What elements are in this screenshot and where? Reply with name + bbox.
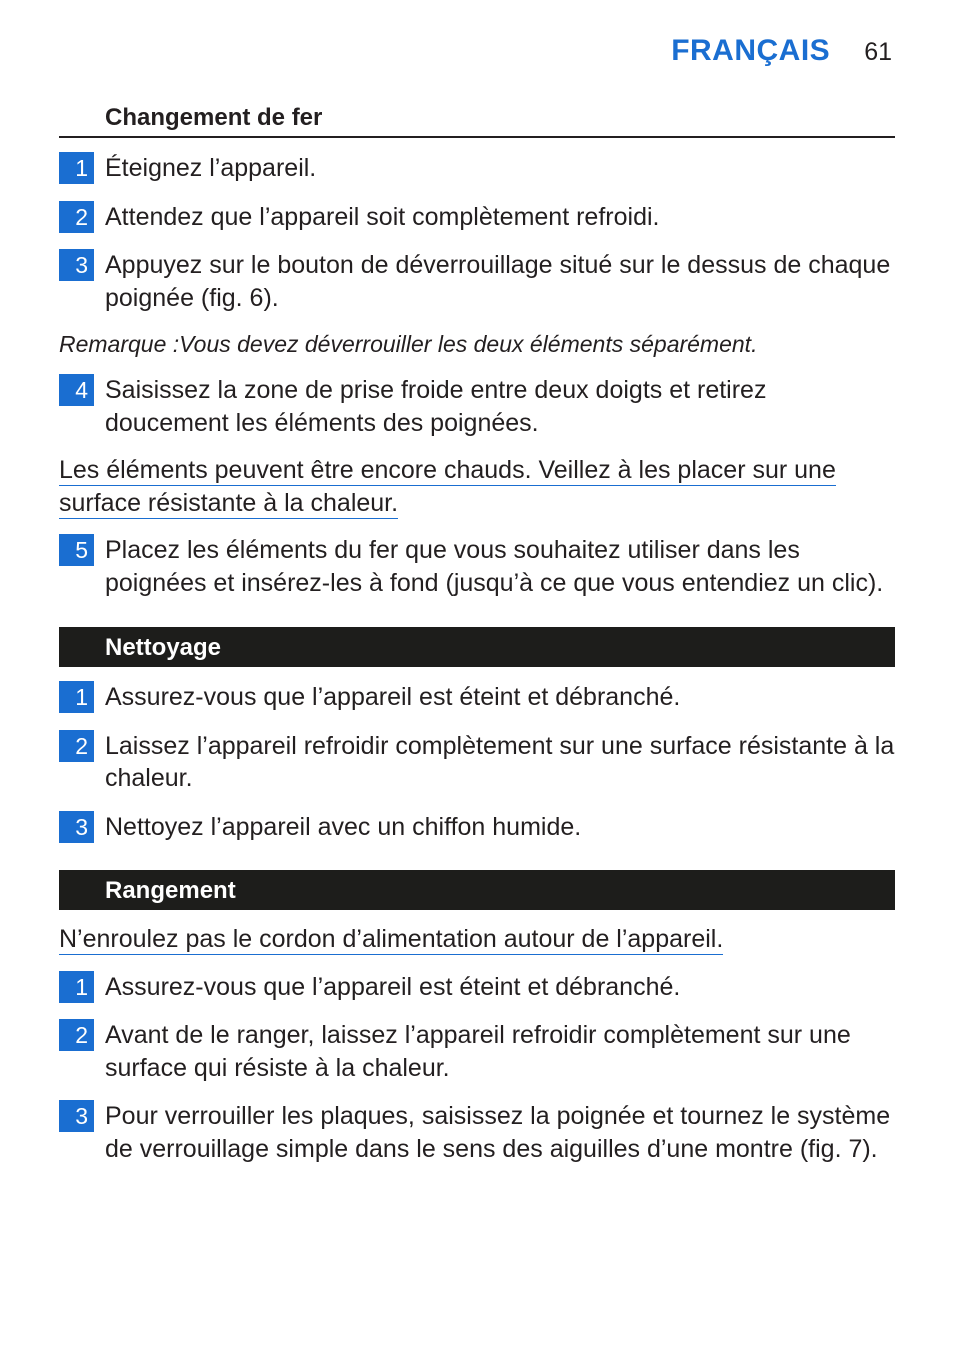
language-label: FRANÇAIS (671, 34, 831, 67)
warning-line: surface résistante à la chaleur. (59, 488, 399, 517)
warning-text (59, 454, 895, 519)
step-text: Attendez que l’appareil soit complètement refroidi. (105, 202, 660, 231)
step-number: 2 (59, 201, 94, 233)
warning-line: Les éléments peuvent être encore chauds. Veillez à les placer sur une (59, 456, 836, 484)
step-item (59, 249, 895, 314)
step-item (59, 201, 895, 234)
step-number: 2 (59, 730, 94, 762)
step-text: Appuyez sur le bouton de déverrouillage situé sur le dessus de chaque poignée (fig. 6). (105, 251, 891, 312)
step-item (59, 1019, 895, 1084)
step-item (59, 971, 895, 1004)
step-item (59, 681, 895, 714)
section-title-changement: Changement de fer (59, 98, 895, 138)
step-text: Nettoyez l’appareil avec un chiffon humide. (105, 812, 582, 841)
warning-line: N’enroulez pas le cordon d’alimentation autour de l’appareil. (59, 925, 724, 953)
step-number: 1 (59, 681, 94, 713)
step-text: Avant de le ranger, laissez l’appareil refroidir complètement sur une surface qui résiste à la chaleur. (105, 1021, 851, 1082)
step-text: Assurez-vous que l’appareil est éteint et débranché. (105, 683, 681, 711)
step-number: 5 (59, 534, 94, 566)
step-text: Assurez-vous que l’appareil est éteint et débranché. (105, 972, 681, 1001)
step-item (59, 1100, 895, 1165)
step-text: Placez les éléments du fer que vous souhaitez utiliser dans les poignées et insérez-les à fond (jusqu’à ce que vous entendiez un clic). (105, 536, 884, 597)
step-text: Laissez l’appareil refroidir complètement sur une surface résistante à la chaleur. (105, 731, 895, 792)
section-title-rangement: Rangement (59, 870, 895, 910)
step-number: 3 (59, 811, 94, 843)
step-text: Éteignez l’appareil. (105, 154, 317, 182)
page-header (671, 34, 892, 68)
section-title-nettoyage: Nettoyage (59, 627, 895, 667)
step-number: 1 (59, 971, 94, 1003)
note-text: Remarque :Vous devez déverrouiller les deux éléments séparément. (59, 331, 758, 357)
page-number: 61 (864, 38, 892, 66)
warning-text (59, 923, 895, 956)
step-text: Pour verrouiller les plaques, saisissez la poignée et tournez le système de verrouillage simple dans le sens des aiguilles d’une montre (fig. 7). (105, 1102, 891, 1163)
step-item (59, 152, 895, 185)
step-item (59, 811, 895, 844)
step-number: 2 (59, 1019, 94, 1051)
step-text: Saisissez la zone de prise froide entre deux doigts et retirez doucement les éléments des poignées. (105, 376, 767, 437)
step-item (59, 730, 895, 795)
step-number: 1 (59, 152, 94, 184)
manual-content (59, 98, 895, 1165)
step-number: 4 (59, 374, 94, 406)
step-item (59, 374, 895, 439)
step-number: 3 (59, 1100, 94, 1132)
step-number: 3 (59, 249, 94, 281)
step-item (59, 534, 895, 599)
